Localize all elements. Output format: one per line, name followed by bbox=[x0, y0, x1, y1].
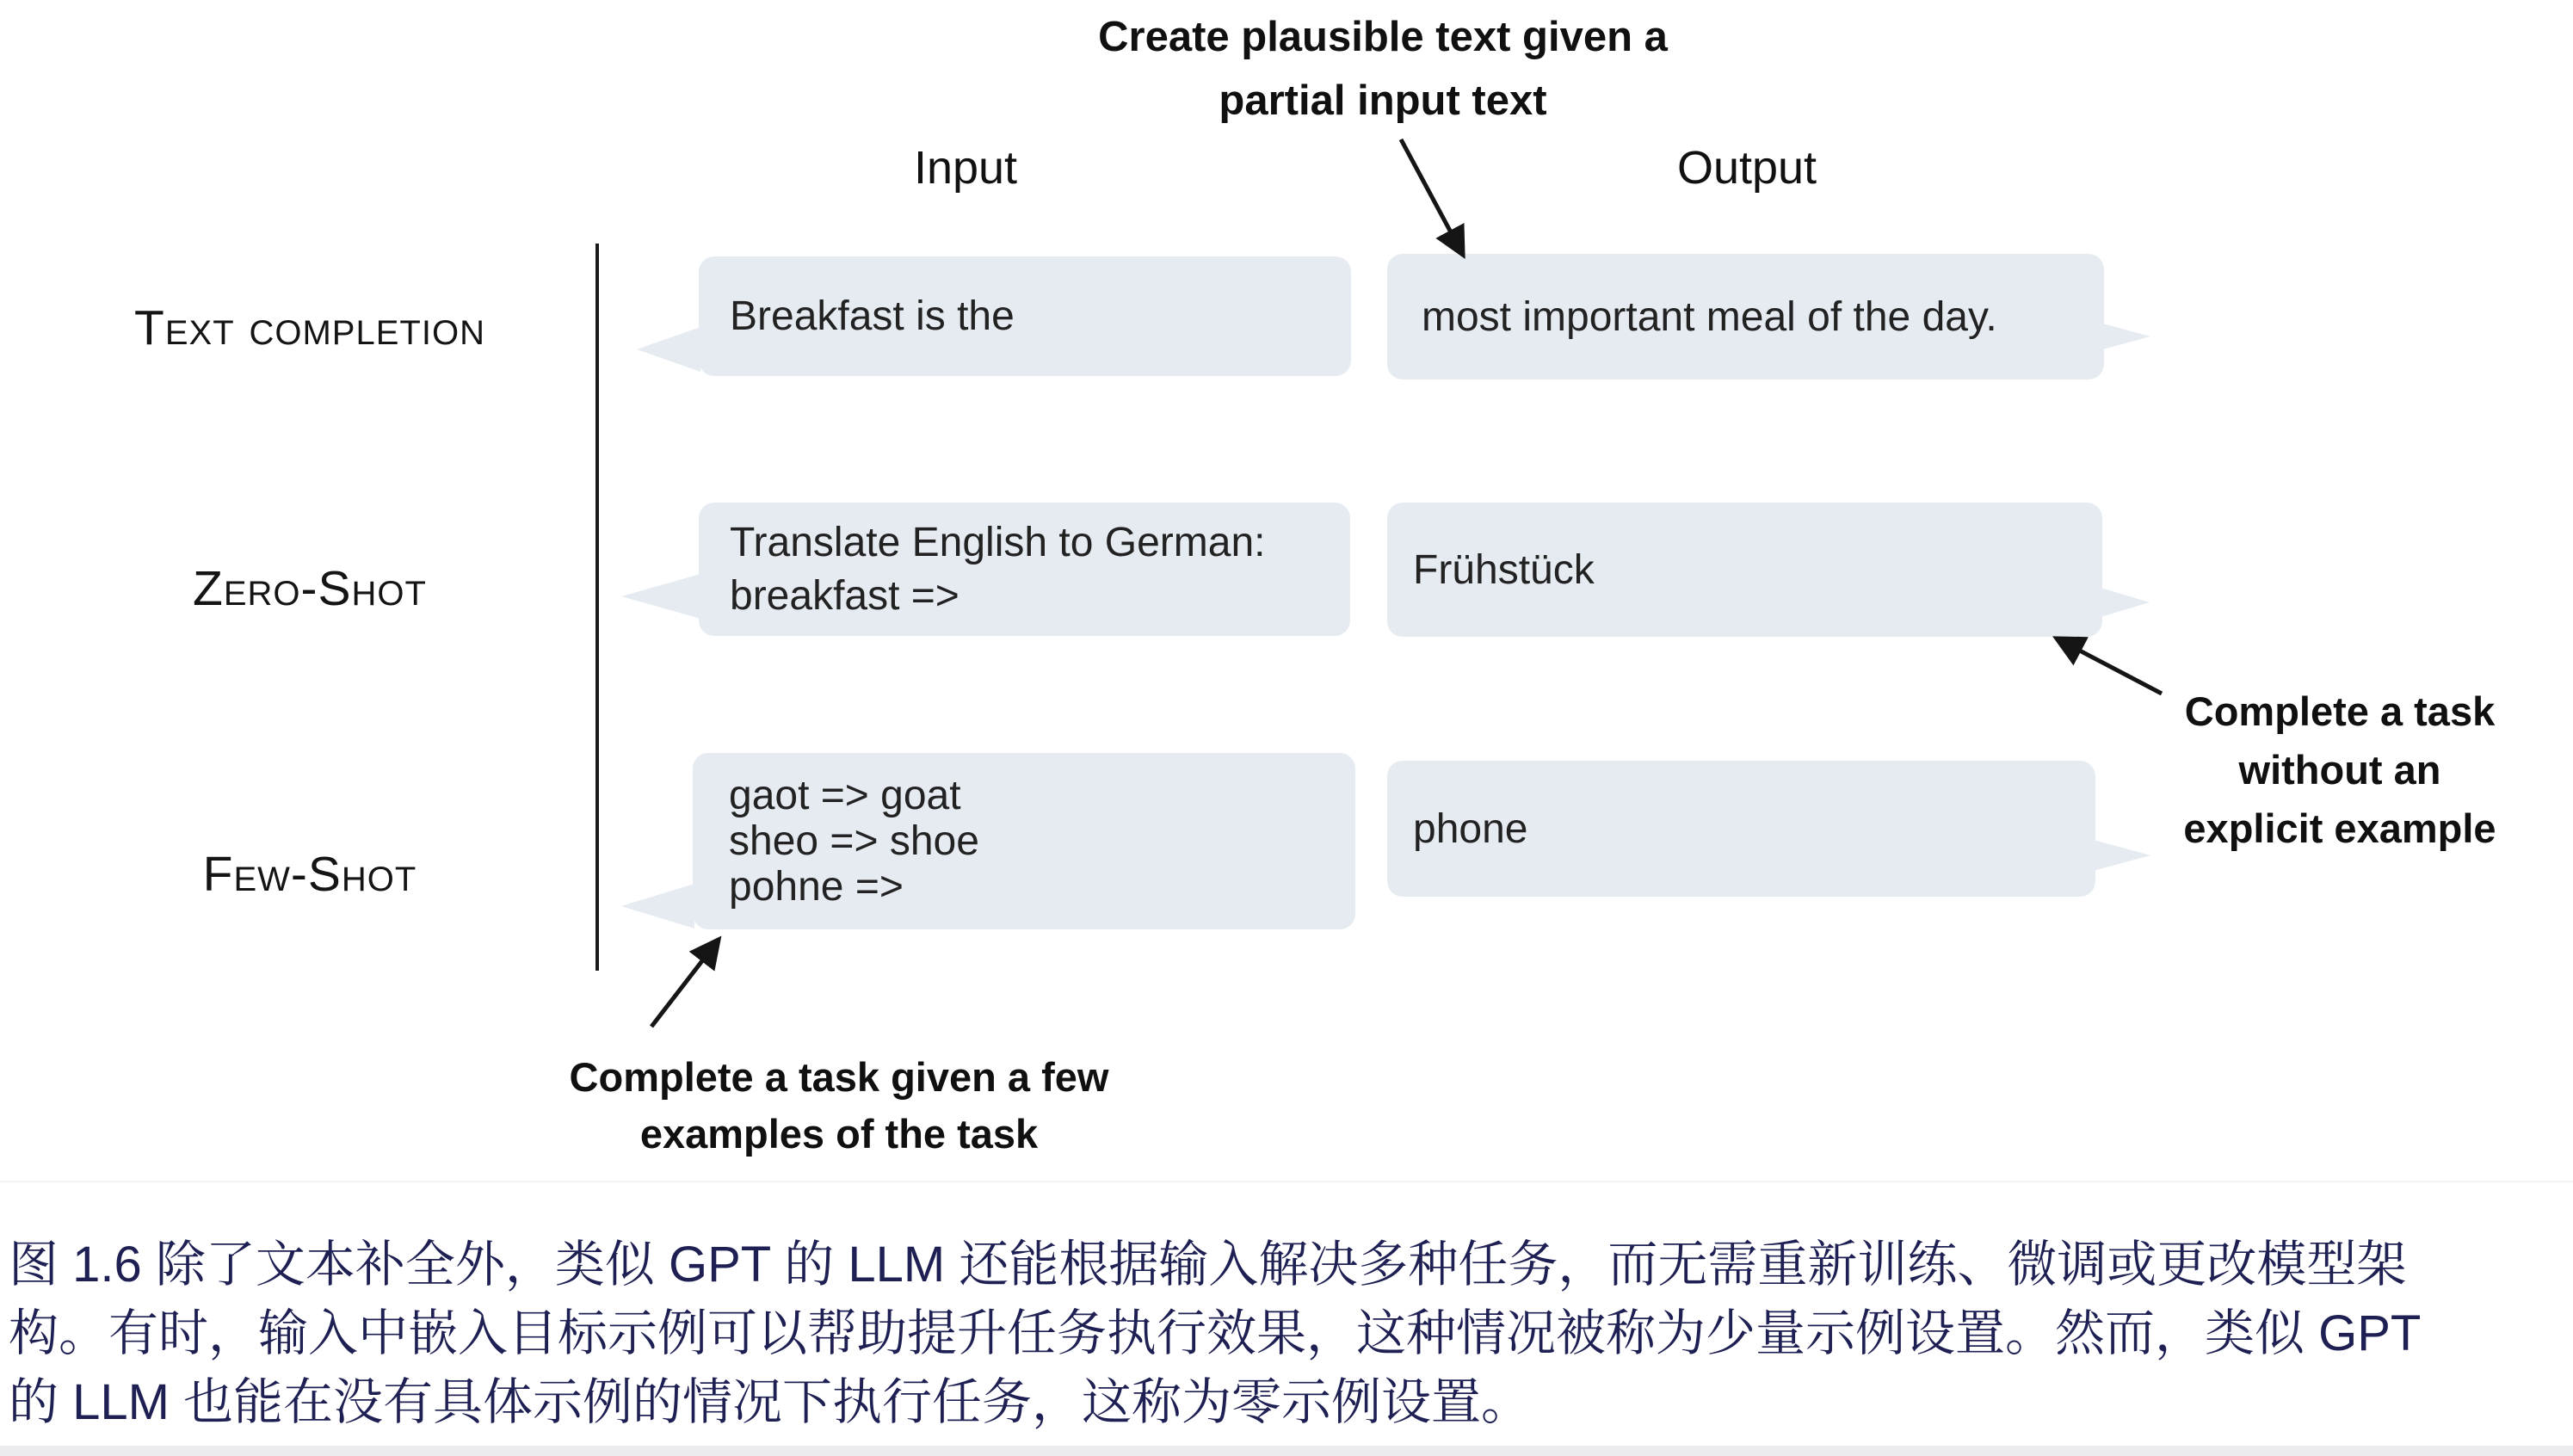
bubble-text: breakfast => bbox=[730, 572, 959, 619]
row-label-few-shot: Few-Shot bbox=[202, 847, 417, 902]
bottom-annotation bbox=[538, 1049, 1140, 1163]
bubble-text: pohne => bbox=[729, 864, 904, 910]
output-bubble-text-completion bbox=[1387, 254, 2104, 379]
bubble-tail bbox=[621, 884, 694, 929]
bubble-text: Translate English to German: bbox=[730, 519, 1266, 565]
bottom-annotation-line-2: examples of the task bbox=[639, 1111, 1039, 1157]
column-header-input: Input bbox=[913, 142, 1018, 194]
faint-divider-rule bbox=[0, 1181, 2573, 1182]
column-header-output: Output bbox=[1676, 142, 1817, 194]
bubble-text: phone bbox=[1413, 805, 1528, 852]
bubble-text: most important meal of the day. bbox=[1422, 293, 1997, 340]
bubble-text: sheo => shoe bbox=[729, 818, 979, 864]
top-annotation-line-1: Create plausible text given a bbox=[1098, 14, 1668, 60]
top-annotation-line-2: partial input text bbox=[1219, 77, 1547, 124]
page-bottom-strip bbox=[0, 1446, 2573, 1456]
bubble-tail bbox=[2068, 314, 2150, 359]
bubble-text: Breakfast is the bbox=[730, 293, 1015, 339]
bubble-tail bbox=[2075, 580, 2150, 625]
input-bubble-zero-shot bbox=[699, 503, 1350, 636]
bottom-annotation-line-1: Complete a task given a few bbox=[569, 1054, 1109, 1100]
right-annotation-line-3: explicit example bbox=[2183, 805, 2496, 851]
figure-caption-line-1: 图 1.6 除了文本补全外，类似 GPT 的 LLM 还能根据输入解决多种任务，而无需重新训练、微调或更改模型架 bbox=[9, 1237, 2407, 1293]
right-annotation-line-2: without an bbox=[2238, 747, 2441, 793]
right-annotation-line-1: Complete a task bbox=[2184, 688, 2496, 734]
arrow-top-annotation bbox=[1401, 139, 1463, 255]
bubble-text: gaot => goat bbox=[729, 773, 961, 818]
output-bubble-zero-shot bbox=[1387, 503, 2102, 637]
top-annotation bbox=[1082, 5, 1684, 133]
input-bubble-few-shot bbox=[693, 753, 1355, 929]
input-bubble-text-completion bbox=[699, 256, 1351, 376]
figure-caption-line-3: 的 LLM 也能在没有具体示例的情况下执行任务，这称为零示例设置。 bbox=[9, 1374, 1532, 1430]
output-bubble-few-shot bbox=[1387, 761, 2095, 897]
arrow-bottom-annotation bbox=[651, 940, 719, 1027]
row-divider-line bbox=[595, 244, 599, 971]
row-label-zero-shot: Zero-Shot bbox=[193, 561, 427, 616]
bubble-tail bbox=[637, 327, 700, 372]
bubble-text: Frühstück bbox=[1413, 546, 1595, 593]
row-label-text-completion: Text completion bbox=[134, 300, 485, 355]
figure-caption bbox=[9, 1231, 2566, 1437]
figure-caption-line-2: 构。有时，输入中嵌入目标示例可以帮助提升任务执行效果，这种情况被称为少量示例设置。然而，类似 GPT bbox=[9, 1305, 2422, 1361]
bubble-tail bbox=[621, 574, 700, 619]
right-annotation bbox=[2125, 682, 2555, 858]
